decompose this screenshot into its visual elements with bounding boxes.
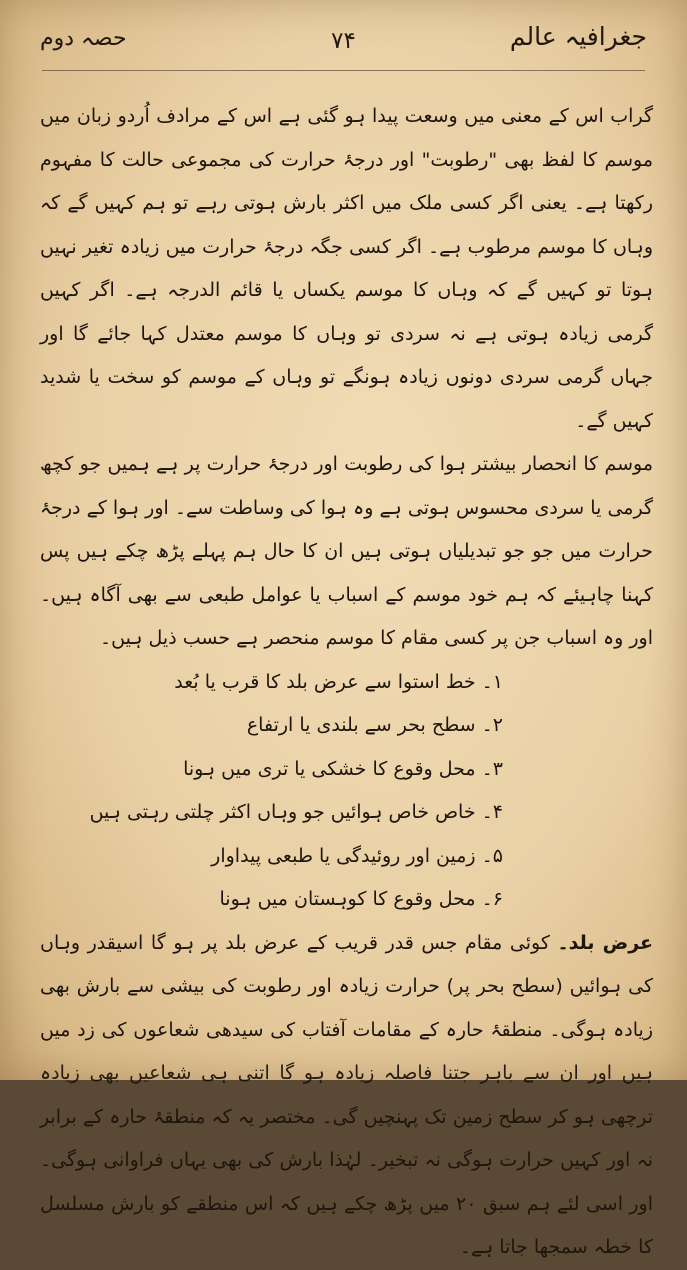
- paragraph-latitude: [40, 922, 653, 1270]
- paragraph-body: کوئی مقام جس قدر قریب کے عرض بلد پر ہو گا اسیقدر وہاں کی ہوائیں (سطح بحر پر) حرارت زیادہ اور رطوبت کی بیشی سے بارش بھی زیادہ ہوگی۔ منطقۂ حارہ کے مقامات آفتاب کی سیدھی شعاعوں کی زد میں ہیں اور ان سے باہر جتنا فاصلہ زیادہ ہو گا اتنی ہی شعاعیں بھی زیادہ ترچھی ہو کر سطح زمین تک پہنچیں گی۔ مختصر یہ کہ منطقۂ حارہ کے برابر نہ اور کہیں حرارت ہوگی نہ تبخیر۔ لہٰذا بارش کی بھی یہاں فراوانی ہوگی۔ اور اسی لئے ہم سبق ۲۰ میں پڑھ چکے ہیں کہ اس منطقے کو بارش مسلسل کا خطہ سمجھا جاتا ہے۔: [40, 931, 654, 1258]
- page-number: ۷۴: [331, 28, 356, 54]
- header-divider: [42, 70, 645, 71]
- paragraph: موسم کا انحصار بیشتر ہوا کی رطوبت اور درجۂ حرارت پر ہے ہمیں جو کچھ گرمی یا سردی محسوس ہوتی ہے وہ ہوا کی وساطت سے۔ اور ہوا کے درجۂ حرارت میں جو جو تبدیلیاں ہوتی ہیں ان کا حال ہم پہلے پڑھ چکے ہیں پس کہنا چاہیئے کہ ہم خود موسم کے اسباب یا عوامل طبعی سے بھی آگاہ ہیں۔ اور وہ اسباب جن پر کسی مقام کا موسم منحصر ہے حسب ذیل ہیں۔: [40, 453, 653, 649]
- page-header: [40, 22, 647, 82]
- causes-list: [40, 661, 653, 922]
- body-text: [40, 95, 653, 1270]
- part-label: حصہ دوم: [40, 26, 127, 51]
- list-item: ۶۔ محل وقوع کا کوہستان میں ہونا: [219, 888, 503, 910]
- paragraph: گراب اس کے معنی میں وسعت پیدا ہو گئی ہے اس کے مرادف اُردو زبان میں موسم کا لفظ بھی "رطوبت" اور درجۂ حرارت کی مجموعی حالت کا مفہوم رکھتا ہے۔ یعنی اگر کسی ملک میں اکثر بارش ہوتی رہے تو ہم کہیں گے کہ وہاں کا موسم مرطوب ہے۔ اگر کسی جگہ درجۂ حرارت میں زیادہ تغیر نہیں ہوتا تو کہیں گے کہ وہاں کا موسم یکساں یا قائم الدرجہ ہے۔ اگر کہیں گرمی زیادہ ہوتی ہے نہ سردی تو وہاں کا موسم معتدل کہا جائے گا اور جہاں گرمی سردی دونوں زیادہ ہونگے تو وہاں کے موسم کو سخت یا شدید کہیں گے۔: [40, 105, 653, 432]
- list-item: ۴۔ خاص خاص ہوائیں جو وہاں اکثر چلتی رہتی ہیں: [89, 801, 503, 823]
- list-item: ۵۔ زمین اور روئیدگی یا طبعی پیداوار: [211, 844, 503, 867]
- list-item: ۳۔ محل وقوع کا خشکی یا تری میں ہونا: [183, 757, 503, 780]
- book-title: جغرافیہ عالم: [509, 22, 647, 51]
- list-item: ۲۔ سطح بحر سے بلندی یا ارتفاع: [246, 714, 503, 736]
- list-item: ۱۔ خط استوا سے عرض بلد کا قرب یا بُعد: [174, 670, 503, 693]
- section-heading: عرض بلد۔: [557, 931, 654, 954]
